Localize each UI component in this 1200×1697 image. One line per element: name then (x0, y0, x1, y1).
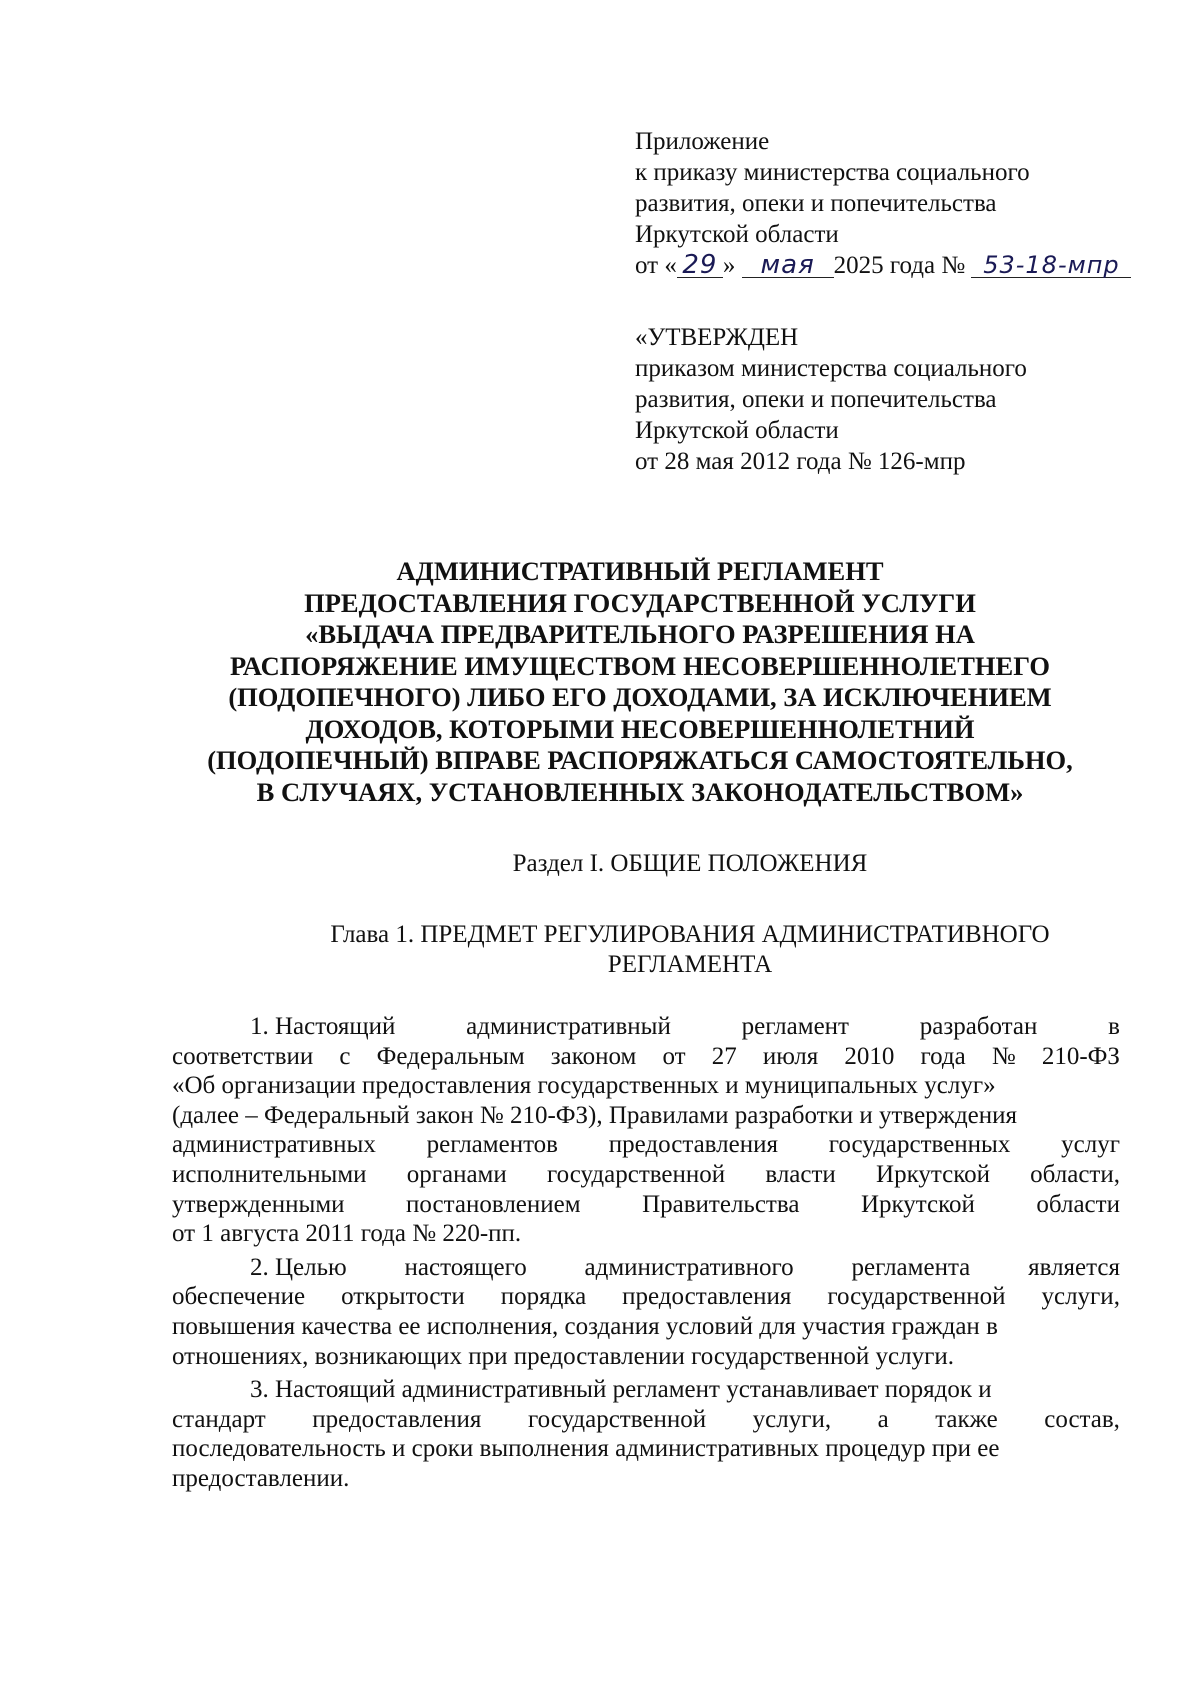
text-row: повышения качества ее исполнения, создания условий для участия граждан в (172, 1312, 998, 1340)
word: 1. Настоящий (250, 1013, 396, 1040)
word: Правительства (642, 1190, 800, 1218)
word: настоящего (404, 1253, 527, 1281)
chapter-line: РЕГЛАМЕНТА (607, 951, 773, 978)
approved-region: Иркутской области (635, 417, 839, 444)
text-row (172, 1190, 1120, 1220)
word: порядка (500, 1283, 587, 1311)
word: власти (765, 1160, 836, 1188)
word: административных (172, 1131, 376, 1159)
handwritten-month: мая (742, 253, 834, 278)
approved-ministry: развития, опеки и попечительства (635, 386, 997, 413)
word: состав, (1044, 1405, 1120, 1433)
word: законом (550, 1042, 637, 1070)
section-heading: Раздел I. ОБЩИЕ ПОЛОЖЕНИЯ (512, 850, 868, 877)
word: № (991, 1042, 1016, 1070)
text-row: от 1 августа 2011 года № 220-пп. (172, 1220, 522, 1248)
text-row (172, 1012, 1120, 1042)
date-mid: » (722, 252, 736, 279)
text-row (172, 1130, 1120, 1160)
approved-block (635, 322, 1155, 477)
approved-date: от 28 мая 2012 года № 126-мпр (635, 448, 966, 475)
word: обеспечение (172, 1283, 306, 1311)
appendix-block (635, 126, 1175, 281)
paragraph-3 (172, 1375, 1120, 1493)
word: регламента (851, 1253, 971, 1281)
text-row (172, 1253, 1120, 1283)
word: Федеральным (376, 1042, 525, 1070)
approved-label: «УТВЕРЖДЕН (635, 324, 799, 351)
word: органами (406, 1160, 507, 1188)
text-row: предоставлении. (172, 1464, 350, 1492)
word: в (1108, 1013, 1120, 1040)
word: от (662, 1042, 686, 1070)
word: постановлением (406, 1190, 581, 1218)
title-line: ПРЕДОСТАВЛЕНИЯ ГОСУДАРСТВЕННОЙ УСЛУГИ (304, 587, 976, 618)
chapter-heading (270, 920, 1110, 980)
word: является (1028, 1253, 1120, 1281)
word: исполнительными (172, 1160, 367, 1188)
word: 27 (711, 1042, 737, 1070)
word: регламентов (426, 1131, 558, 1159)
title-line: ДОХОДОВ, КОТОРЫМИ НЕСОВЕРШЕННОЛЕТНИЙ (305, 713, 975, 744)
title-line: (ПОДОПЕЧНОГО) ЛИБО ЕГО ДОХОДАМИ, ЗА ИСКЛЮЧЕНИЕМ (228, 682, 1052, 712)
title-line: «ВЫДАЧА ПРЕДВАРИТЕЛЬНОГО РАЗРЕШЕНИЯ НА (305, 619, 975, 649)
text-row (172, 1160, 1120, 1190)
word: а (877, 1405, 889, 1433)
text-row (172, 1282, 1120, 1312)
appendix-date-line (635, 250, 1175, 281)
text-row: последовательность и сроки выполнения административных процедур при ее (172, 1435, 1000, 1463)
title-line: АДМИНИСТРАТИВНЫЙ РЕГЛАМЕНТ (396, 556, 884, 586)
word: предоставления (622, 1283, 792, 1311)
appendix-ministry: развития, опеки и попечительства (635, 190, 997, 217)
word: 2. Целью (250, 1253, 347, 1281)
chapter-line: Глава 1. ПРЕДМЕТ РЕГУЛИРОВАНИЯ АДМИНИСТРАТИВНОГО (330, 921, 1050, 948)
appendix-order-ref: к приказу министерства социального (635, 159, 1030, 186)
approved-by: приказом министерства социального (635, 355, 1027, 382)
word: области, (1030, 1160, 1120, 1188)
word: административный (466, 1013, 671, 1040)
handwritten-number: 53-18-мпр (971, 253, 1131, 278)
text-row: отношениях, возникающих при предоставлении государственной услуги. (172, 1342, 954, 1370)
word: услуги, (1041, 1283, 1120, 1311)
word: стандарт (172, 1405, 266, 1433)
appendix-region: Иркутской области (635, 221, 839, 248)
word: соответствии (172, 1042, 314, 1070)
word: государственной (546, 1160, 726, 1188)
word: услуги, (752, 1405, 832, 1433)
word: предоставления (312, 1405, 482, 1433)
word: открытости (341, 1283, 465, 1311)
text-row: «Об организации предоставления государственных и муниципальных услуг» (172, 1072, 996, 1100)
word: 210-ФЗ (1041, 1042, 1120, 1070)
word: предоставления (608, 1131, 778, 1159)
word: 2010 (844, 1042, 895, 1070)
date-prefix: от « (635, 252, 677, 279)
handwritten-day: 29 (677, 253, 723, 278)
text-row (172, 1042, 1120, 1072)
word: утвержденными (172, 1190, 345, 1218)
word: года (920, 1042, 966, 1070)
word: государственной (827, 1283, 1006, 1311)
word: государственной (527, 1405, 707, 1433)
text-row: 3. Настоящий административный регламент устанавливает порядок и (250, 1376, 992, 1404)
text-row (172, 1405, 1120, 1435)
word: также (935, 1405, 998, 1433)
word: регламент (741, 1013, 849, 1040)
paragraph-1 (172, 1012, 1120, 1249)
word: услуг (1061, 1131, 1120, 1159)
word: государственных (828, 1131, 1011, 1159)
word: Иркутской (860, 1190, 975, 1218)
word: административного (584, 1253, 794, 1281)
title-line: В СЛУЧАЯХ, УСТАНОВЛЕННЫХ ЗАКОНОДАТЕЛЬСТВОМ» (256, 776, 1024, 807)
year-text: 2025 года № (833, 252, 966, 279)
title-line: РАСПОРЯЖЕНИЕ ИМУЩЕСТВОМ НЕСОВЕРШЕННОЛЕТНЕГО (229, 650, 1051, 681)
appendix-label: Приложение (635, 128, 770, 155)
text-row: (далее – Федеральный закон № 210-ФЗ), Правилами разработки и утверждения (172, 1101, 1018, 1129)
word: июля (762, 1042, 819, 1070)
document-body (172, 1012, 1120, 1498)
word: Иркутской (876, 1160, 990, 1188)
word: области (1036, 1190, 1120, 1218)
document-title (160, 556, 1120, 808)
word: с (339, 1042, 351, 1070)
title-line: (ПОДОПЕЧНЫЙ) ВПРАВЕ РАСПОРЯЖАТЬСЯ САМОСТОЯТЕЛЬНО, (207, 745, 1073, 775)
word: разработан (919, 1013, 1038, 1040)
paragraph-2 (172, 1253, 1120, 1371)
